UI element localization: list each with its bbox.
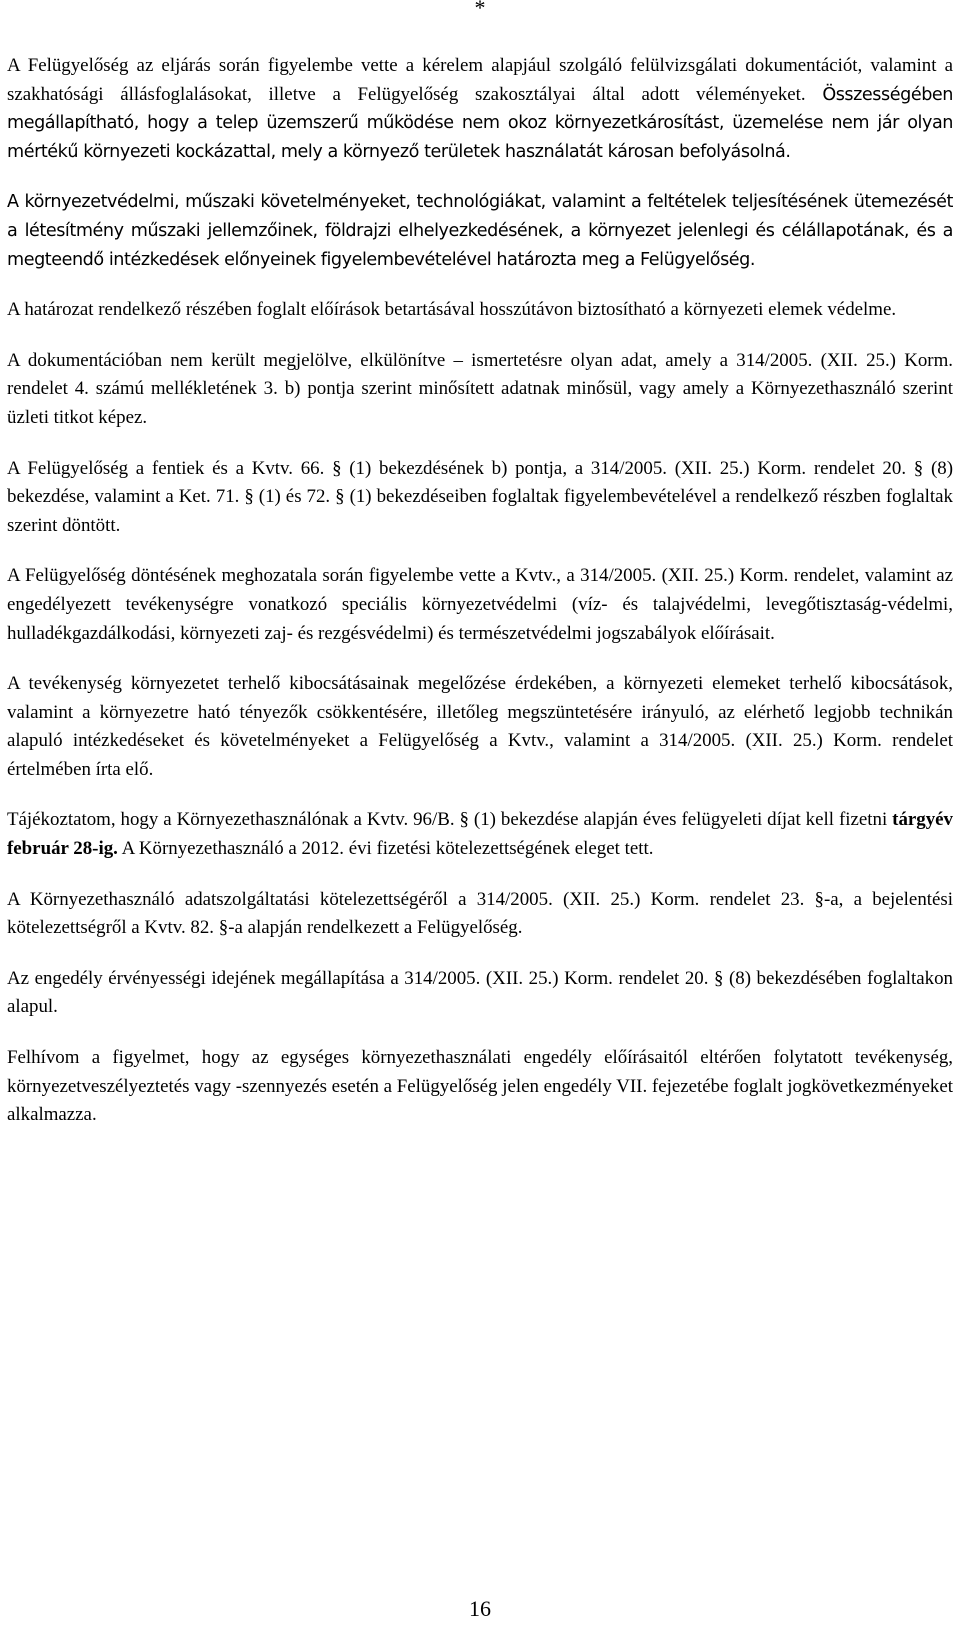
paragraph-8 xyxy=(7,806,953,863)
paragraph-10: Az engedély érvényességi idejének megállapítása a 314/2005. (XII. 25.) Korm. rendelet 20. § (8) bekezdésében foglaltakon alapul. xyxy=(7,967,953,1018)
paragraph-11: Felhívom a figyelmet, hogy az egységes környezethasználati engedély előírásaitól eltérően folytatott tevékenység, környezetveszélyeztetés vagy -szennyezés esetén a Felügyelőség jelen engedély VII. fejezetébe foglalt jogkövetkezményeket alkalmazza. xyxy=(7,1047,953,1126)
header-asterisk: * xyxy=(474,0,486,20)
paragraph-8-deadline: tárgyév február 28-ig. xyxy=(7,809,953,860)
paragraph-5: A Felügyelőség a fentiek és a Kvtv. 66. § (1) bekezdésének b) pontja, a 314/2005. (XII. 25.) Korm. rendelet 20. § (8) bekezdése, valamint a Ket. 71. § (1) és 72. § (1) bekezdéseiben foglaltak figyelembevételével a rendelkező részben foglaltak szerint döntött. xyxy=(7,457,953,536)
paragraph-1 xyxy=(7,52,953,166)
paragraph-9: A Környezethasználó adatszolgáltatási kötelezettségéről a 314/2005. (XII. 25.) Korm. rendelet 23. §-a, a bejelentési kötelezettségről a Kvtv. 82. §-a alapján rendelkezett a Felügyelőség. xyxy=(7,888,953,939)
paragraph-6: A Felügyelőség döntésének meghozatala során figyelembe vette a Kvtv., a 314/2005. (XII. 25.) Korm. rendelet, valamint az engedélyezett tevékenységre vonatkozó speciális környezetvédelmi (víz- és talajvédelmi, levegőtisztaság-védelmi, hulladékgazdálkodási, környezeti zaj- és rezgésvédelmi) és természetvédelmi jogszabályok előírásait. xyxy=(7,565,953,644)
paragraph-2: A környezetvédelmi, műszaki követelményeket, technológiákat, valamint a feltételek teljesítésének ütemezését a létesítmény műszaki jellemzőinek, földrajzi elhelyezkedésének, a környezet jelenlegi és célállapotának, és a megteendő intézkedések előnyeinek figyelembevételével határozta meg a Felügyelőség. xyxy=(7,192,953,270)
paragraph-1-rest: Összességében megállapítható, hogy a telep üzemszerű működése nem okoz környezetkárosítást, üzemelése nem jár olyan mértékű környezeti kockázattal, mely a környező területek használatát károsan befolyásolná. xyxy=(7,84,953,162)
paragraph-4: A dokumentációban nem került megjelölve, elkülönítve – ismertetésre olyan adat, amely a 314/2005. (XII. 25.) Korm. rendelet 4. számú mellékletének 3. b) pontja szerint minősített adatnak minősül, vagy amely a Környezethasználó szerint üzleti titkot képez. xyxy=(7,349,953,428)
page-number: 16 xyxy=(469,1596,491,1621)
paragraph-8-before: Tájékoztatom, hogy a Környezethasználónak a Kvtv. 96/B. § (1) bekezdése alapján éves felügyeleti díjat kell fizetni xyxy=(7,809,893,831)
document-body xyxy=(7,52,953,1130)
paragraph-1-lead: A Felügyelőség az eljárás során figyelembe vette a kérelem alapjául szolgáló felülvizsgálati dokumentációt, valamint a szakhatósági állásfoglalásokat, illetve a Felügyelőség szakosztályai által adott véleményeket. xyxy=(7,55,953,105)
paragraph-7: A tevékenység környezetet terhelő kibocsátásainak megelőzése érdekében, a környezeti elemeket terhelő kibocsátások, valamint a környezetre ható tényezők csökkentésére, illetőleg megszüntetésére irányuló, az elérhető legjobb technikán alapuló intézkedéseket és követelményeket a Felügyelőség a Kvtv., valamint a 314/2005. (XII. 25.) Korm. rendelet értelmében írta elő. xyxy=(7,673,953,780)
paragraph-3: A határozat rendelkező részében foglalt előírások betartásával hosszútávon biztosítható a környezeti elemek védelme. xyxy=(7,299,897,321)
paragraph-8-after: A Környezethasználó a 2012. évi fizetési kötelezettségének eleget tett. xyxy=(117,838,654,860)
